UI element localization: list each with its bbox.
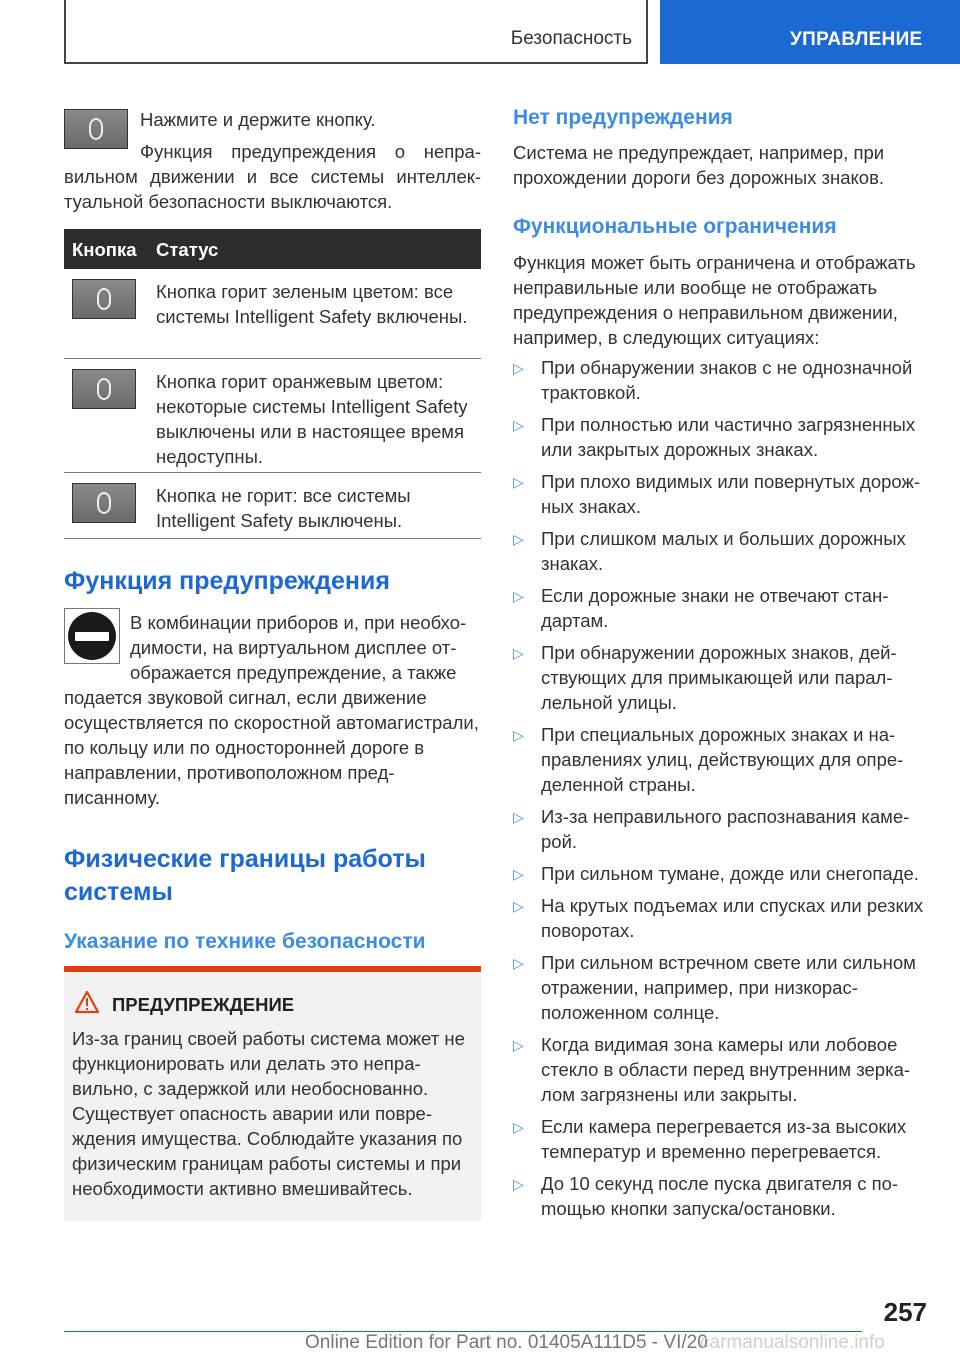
header-section-box — [64, 0, 648, 64]
warning-triangle-icon — [74, 990, 100, 1014]
warning-title: ПРЕДУПРЕЖДЕНИЕ — [112, 994, 295, 1015]
table-row — [64, 269, 481, 359]
header-chapter-box — [660, 0, 960, 64]
list-item: ▷ Когда видимая зона камеры или лобовое стекло в области перед внутренним зеркалом загрязнены или закрыты. — [513, 1034, 911, 1105]
list-item: ▷ При специальных дорожных знаках и направлениях улиц, действующих для определенной страны. — [513, 724, 904, 795]
limits-list — [513, 355, 933, 1228]
table-row — [64, 359, 481, 473]
page-number: 257 — [883, 1297, 927, 1327]
list-arrow-icon: ▷ — [513, 866, 524, 882]
status-table — [64, 229, 481, 539]
list-arrow-icon: ▷ — [513, 645, 524, 661]
heading-limits: Физические границы работы системы — [64, 845, 426, 906]
table-header — [64, 229, 481, 269]
list-arrow-icon: ▷ — [513, 955, 524, 971]
list-item: ▷ При слишком малых и больших дорожных знаках. — [513, 528, 906, 574]
warning-text: Из-за границ своей работы система может не функционировать или делать это неправильно, с задержкой или необоснованно. Существует опасность аварии или повреждения имущества. Соблюдайте указания по физическим границам работы системы и при необходимости активно вмешивайтесь. — [72, 1028, 465, 1199]
no-entry-sign-icon — [64, 608, 120, 664]
assist-button-icon — [72, 483, 136, 523]
table-cell-status: Кнопка горит оранжевым цветом: некоторые системы Intelligent Safety выключены или в настоящее время недоступны. — [156, 371, 468, 467]
heading-safety: Указание по технике безопасности — [64, 930, 426, 953]
list-arrow-icon: ▷ — [513, 1037, 524, 1053]
heading-no-warning: Нет предупреждения — [513, 106, 733, 129]
list-arrow-icon: ▷ — [513, 727, 524, 743]
header-chapter-title: УПРАВЛЕНИЕ — [790, 29, 923, 50]
no-warning-text: Система не предупреждает, например, при прохождении дороги без дорожных знаков. — [513, 142, 885, 188]
list-item: ▷ На крутых подъемах или спусках или резких поворотах. — [513, 895, 924, 941]
function-text-b: подается звуковой сигнал, если движение осуществляется по скоростной автомагистрали, по кольцу или по односторонней дороге в направлении, противоположном предписанному. — [64, 687, 479, 808]
col-header-button: Кнопка — [72, 239, 137, 260]
intro-paragraph: Функция предупреждения о неправильном движении и все системы интеллектуальной безопасности выключаются. — [64, 141, 481, 212]
heading-function-limits: Функциональные ограничения — [513, 215, 837, 238]
function-text-a: В комбинации приборов и, при необходимости, на виртуальном дисплее отображается предупреждение, а также — [130, 612, 467, 683]
list-arrow-icon: ▷ — [513, 898, 524, 914]
list-item: ▷ При обнаружении знаков с не однозначной трактовкой. — [513, 357, 913, 403]
list-item: ▷ При полностью или частично загрязненных или закрытых дорожных знаках. — [513, 414, 916, 460]
col-header-status: Статус — [156, 239, 219, 260]
footer-edition: Online Edition for Part no. 01405A111D5 - VI/20 — [305, 1332, 708, 1353]
list-item: ▷ Из-за неправильного распознавания камерой. — [513, 806, 910, 852]
table-cell-status: Кнопка не горит: все системы Intelligent Safety выключены. — [156, 485, 411, 531]
list-item: ▷ До 10 секунд после пуска двигателя с поmощью кнопки запуска/остановки. — [513, 1173, 899, 1219]
intro-line: Нажмите и держите кнопку. — [140, 109, 376, 130]
heading-function: Функция предупреждения — [64, 567, 390, 595]
assist-button-icon — [72, 369, 136, 409]
list-item: ▷ Если камера перегревается из-за высоких температур и временно перегревается. — [513, 1116, 907, 1162]
list-item: ▷ При сильном тумане, дожде или снегопаде. — [513, 861, 933, 886]
list-arrow-icon: ▷ — [513, 1176, 524, 1192]
list-arrow-icon: ▷ — [513, 360, 524, 376]
header-section-title: Безопасность — [510, 28, 632, 49]
table-row — [64, 473, 481, 539]
list-arrow-icon: ▷ — [513, 1119, 524, 1135]
list-arrow-icon: ▷ — [513, 588, 524, 604]
limits-text: Функция может быть ограничена и отображать неправильные или вообще не отображать предупреждения о неправильном движении, например, в следующих ситуациях: — [513, 252, 916, 348]
footer-watermark: carmanualsonline.info — [700, 1332, 885, 1353]
list-item: ▷ При обнаружении дорожных знаков, действующих для примыкающей или параллельной улицы. — [513, 642, 897, 713]
list-item: ▷ При плохо видимых или повернутых дорожных знаках. — [513, 471, 921, 517]
assist-button-icon — [72, 279, 136, 319]
table-cell-status: Кнопка горит зеленым цветом: все системы Intelligent Safety включены. — [156, 281, 468, 327]
list-item: ▷ Если дорожные знаки не отвечают стандартам. — [513, 585, 889, 631]
list-arrow-icon: ▷ — [513, 809, 524, 825]
list-item: ▷ При сильном встречном свете или сильном отражении, например, при низкорасположенном солнце. — [513, 952, 916, 1023]
list-arrow-icon: ▷ — [513, 417, 524, 433]
list-arrow-icon: ▷ — [513, 531, 524, 547]
list-arrow-icon: ▷ — [513, 474, 524, 490]
